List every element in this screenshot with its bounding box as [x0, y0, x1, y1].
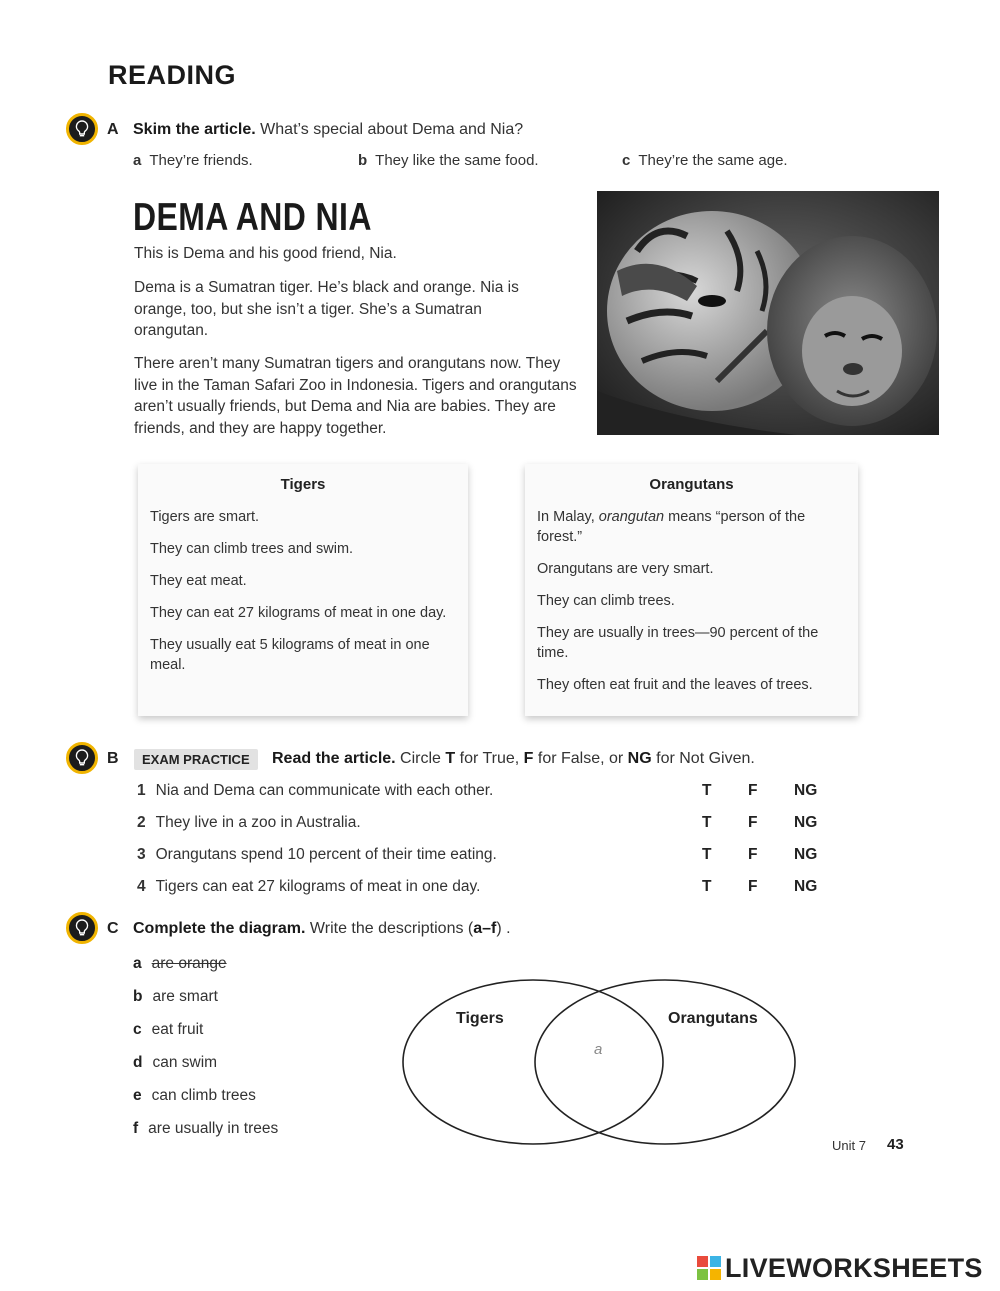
description-item: b are smart	[133, 988, 218, 1005]
article-title: DEMA AND NIA	[133, 196, 372, 239]
unit-label: Unit 7	[832, 1138, 866, 1153]
not-given-option[interactable]: NG	[794, 846, 818, 863]
description-item: a are orange	[133, 955, 227, 972]
venn-tigers-label: Tigers	[456, 1010, 504, 1027]
question-row: 1 Nia and Dema can communicate with each other.	[137, 782, 494, 799]
option-b: b They like the same food.	[358, 152, 539, 169]
false-option[interactable]: F	[748, 782, 758, 799]
option-a: a They’re friends.	[133, 152, 253, 169]
false-option[interactable]: F	[748, 846, 758, 863]
orangutans-fact: They often eat fruit and the leaves of trees.	[537, 677, 813, 693]
liveworksheets-logo: LIVEWORKSHEETS	[725, 1253, 983, 1283]
tigers-fact: They eat meat.	[150, 573, 247, 589]
tigers-fact: They can climb trees and swim.	[150, 541, 354, 557]
venn-overlap-answer[interactable]: a	[594, 1041, 603, 1058]
description-item: c eat fruit	[133, 1021, 204, 1038]
description-item: e can climb trees	[133, 1087, 256, 1104]
lightbulb-icon	[66, 912, 98, 944]
section-c-instruction: Complete the diagram. Write the descriptions (a–f) .	[133, 920, 511, 937]
question-row: 4 Tigers can eat 27 kilograms of meat in one day.	[137, 878, 481, 895]
true-option[interactable]: T	[702, 814, 712, 831]
not-given-option[interactable]: NG	[794, 782, 818, 799]
section-a-letter: A	[107, 121, 119, 138]
orangutans-card-title: Orangutans	[649, 476, 734, 493]
option-c: c They’re the same age.	[622, 152, 788, 169]
lightbulb-icon	[66, 742, 98, 774]
orangutans-fact: Orangutans are very smart.	[537, 561, 714, 577]
exam-practice-badge: EXAM PRACTICE	[134, 749, 258, 770]
page-number: 43	[887, 1136, 904, 1153]
tigers-circle	[403, 980, 663, 1144]
question-row: 3 Orangutans spend 10 percent of their time eating.	[137, 846, 497, 863]
tigers-fact: They can eat 27 kilograms of meat in one day.	[150, 605, 447, 621]
not-given-option[interactable]: NG	[794, 814, 818, 831]
article-paragraph-1: This is Dema and his good friend, Nia.	[134, 245, 397, 262]
description-item: f are usually in trees	[133, 1120, 279, 1137]
false-option[interactable]: F	[748, 878, 758, 895]
section-b-instruction: Read the article. Circle T for True, F for False, or NG for Not Given.	[272, 750, 755, 767]
tigers-card-title: Tigers	[280, 476, 326, 493]
article-paragraph-2: Dema is a Sumatran tiger. He’s black and orange. Nia is orange, too, but she isn’t a tiger. She’s a Sumatran orangutan.	[134, 279, 519, 339]
article-paragraph-3: There aren’t many Sumatran tigers and orangutans now. They live in the Taman Safari Zoo in Indonesia. Tigers and orangutans aren’t usually friends, but Dema and Nia are babies. They are friends, and they are happy together.	[134, 355, 577, 437]
section-a-instruction	[133, 121, 523, 139]
true-option[interactable]: T	[702, 782, 712, 799]
tigers-fact-card	[138, 464, 468, 716]
orangutans-fact: In Malay, orangutan means “person of the forest.”	[537, 509, 806, 545]
venn-diagram	[398, 970, 802, 1154]
false-option[interactable]: F	[748, 814, 758, 831]
true-option[interactable]: T	[702, 878, 712, 895]
tigers-fact: They usually eat 5 kilograms of meat in one meal.	[150, 637, 430, 673]
section-heading: READING	[108, 60, 237, 90]
description-item: d can swim	[133, 1054, 218, 1071]
venn-orangutans-label: Orangutans	[668, 1010, 758, 1027]
liveworksheets-logo-icon	[697, 1256, 721, 1280]
instruction-bold: Skim the article.	[133, 121, 256, 138]
question-row: 2 They live in a zoo in Australia.	[137, 814, 361, 831]
instruction-text: What’s special about Dema and Nia?	[255, 121, 524, 138]
tiger-orangutan-photo	[597, 191, 939, 435]
section-c-letter: C	[107, 920, 119, 937]
lightbulb-icon	[66, 113, 98, 145]
not-given-option[interactable]: NG	[794, 878, 818, 895]
true-option[interactable]: T	[702, 846, 712, 863]
section-b-letter: B	[107, 750, 119, 767]
orangutans-circle	[535, 980, 795, 1144]
orangutans-fact: They are usually in trees—90 percent of the time.	[537, 625, 819, 661]
tigers-fact: Tigers are smart.	[150, 509, 260, 525]
orangutans-fact-card	[525, 464, 858, 716]
orangutans-fact: They can climb trees.	[537, 593, 675, 609]
